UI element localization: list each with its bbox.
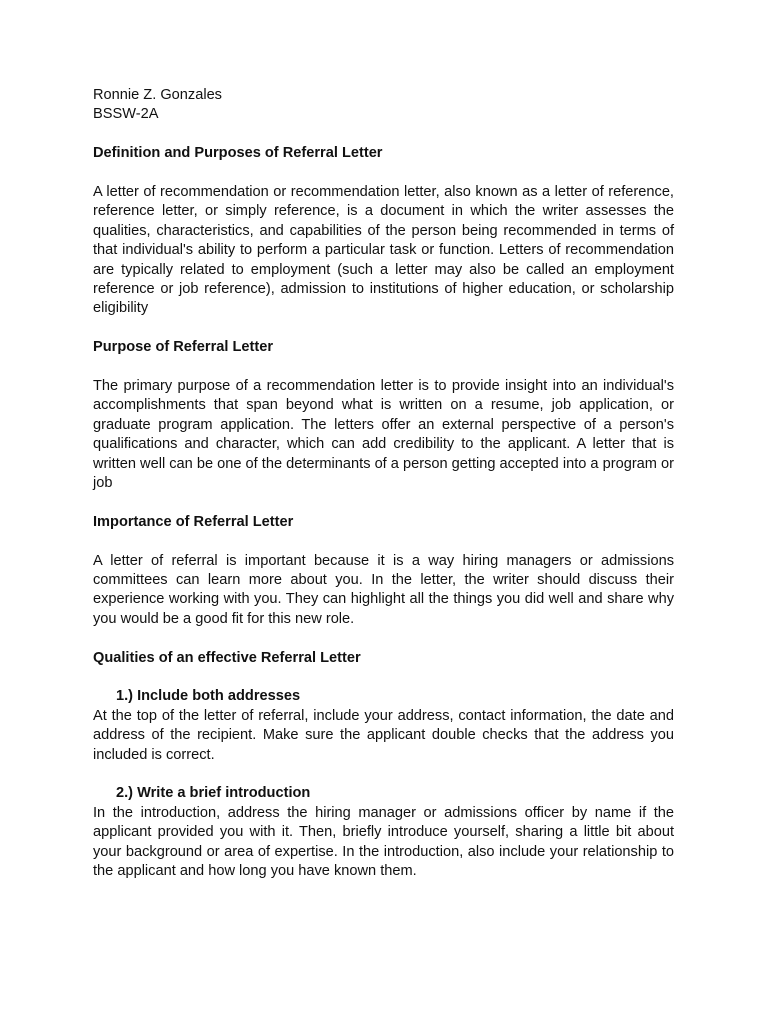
importance-heading: Importance of Referral Letter xyxy=(93,513,294,530)
quality-item-body: In the introduction, address the hiring manager or admissions officer by name if the applicant provided you with it. Then, briefly introduce yourself, sharing a little bit about your background or area of expertise. In the introduction, also include your relationship to the applicant and how long you have known them. xyxy=(93,804,674,880)
importance-paragraph: A letter of referral is important because it is a way hiring managers or admissions committees can learn more about you. In the letter, the writer should discuss their experience working with you. They can highlight all the things you did well and share why you would be a good fit for this new role. xyxy=(93,552,674,627)
document-page xyxy=(93,86,674,882)
spacer xyxy=(93,629,674,648)
author-section: BSSW-2A xyxy=(93,106,159,123)
quality-item-body: At the top of the letter of referral, include your address, contact information, the date and address of the recipient. Make sure the applicant double checks that the address you included is correct. xyxy=(93,707,674,763)
definition-heading: Definition and Purposes of Referral Letter xyxy=(93,145,383,162)
spacer xyxy=(93,125,674,144)
spacer xyxy=(93,765,674,784)
spacer xyxy=(93,319,674,338)
purpose-heading: Purpose of Referral Letter xyxy=(93,339,274,356)
qualities-heading: Qualities of an effective Referral Letter xyxy=(93,649,361,666)
definition-paragraph: A letter of recommendation or recommendation letter, also known as a letter of reference, reference letter, or simply reference, is a document in which the writer assesses the qualities, characteristics, and capabilities of the person being recommended in terms of that individual's ability to perform a particular task or function. Letters of recommendation are typically related to employment (such a letter may also be called an employment reference or job reference), admission to institutions of higher education, or scholarship eligibility xyxy=(93,184,674,317)
spacer xyxy=(93,493,674,512)
spacer xyxy=(93,164,674,183)
author-name: Ronnie Z. Gonzales xyxy=(93,87,222,103)
spacer xyxy=(93,358,674,377)
spacer xyxy=(93,668,674,687)
quality-item-title: 1.) Include both addresses xyxy=(116,688,301,705)
spacer xyxy=(93,532,674,551)
quality-item-title: 2.) Write a brief introduction xyxy=(116,785,311,802)
purpose-paragraph: The primary purpose of a recommendation letter is to provide insight into an individual's accomplishments that span beyond what is written on a resume, job application, or graduate program application. The letters offer an external perspective of a person's qualifications and character, which can add credibility to the applicant. A letter that is written well can be one of the determinants of a person getting accepted into a program or job xyxy=(93,378,674,492)
